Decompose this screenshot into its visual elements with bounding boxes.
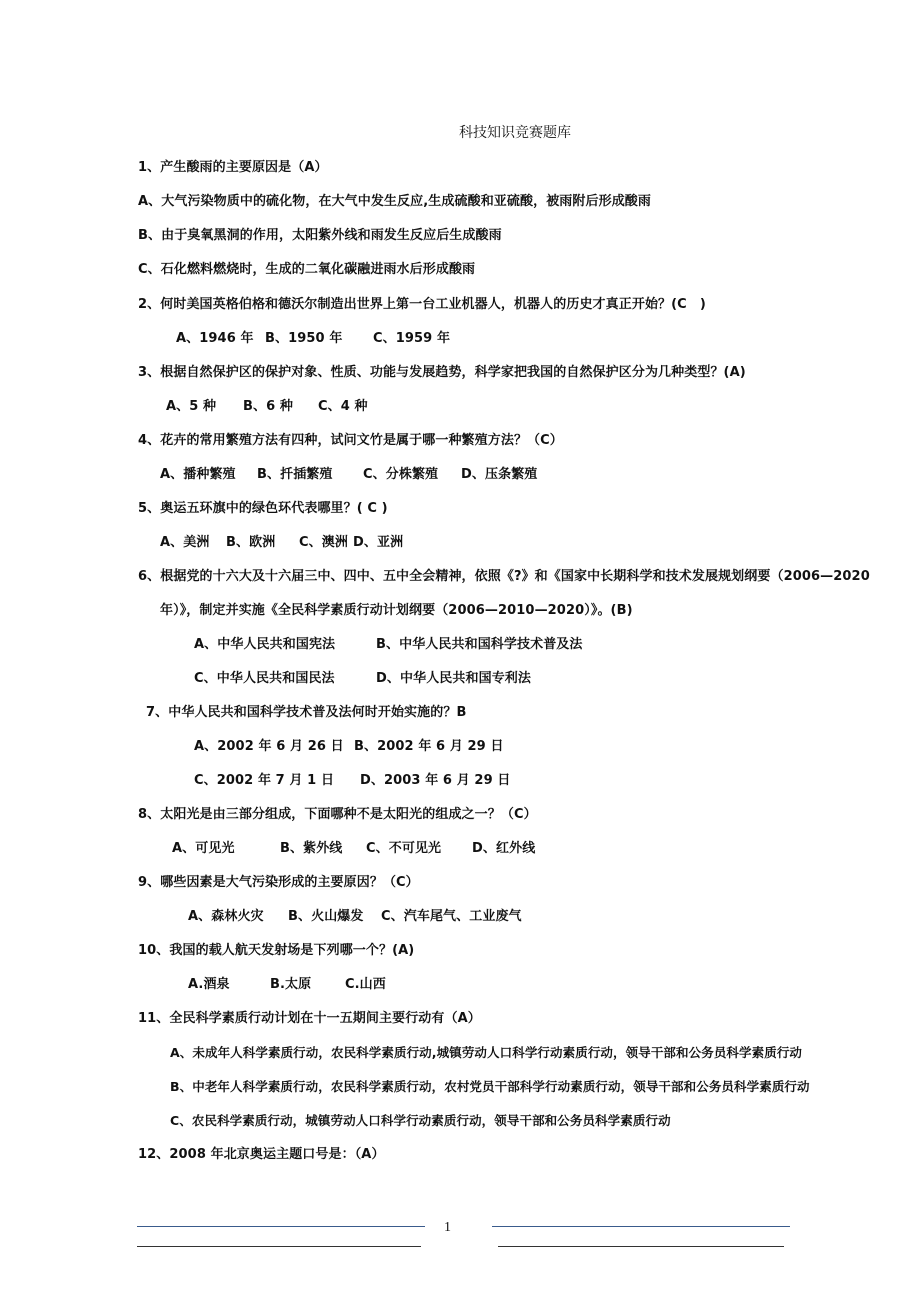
question-1-option-b: B、由于臭氧黑洞的作用，太阳紫外线和雨发生反应后生成酸雨 — [138, 228, 502, 243]
question-2: 2、何时美国英格伯格和德沃尔制造出世界上第一台工业机器人，机器人的历史才真正开始？(C ) — [138, 297, 706, 312]
question-7-option-d: D、2003 年 6 月 29 日 — [360, 773, 511, 788]
question-10-option-b: B.太原 — [270, 977, 312, 992]
question-10: 10、我国的载人航天发射场是下列哪一个？(A) — [138, 943, 415, 958]
question-8-option-d: D、红外线 — [472, 841, 536, 856]
question-5-option-b: B、欧洲 — [226, 535, 276, 550]
question-9-option-c: C、汽车尾气、工业废气 — [381, 909, 522, 924]
question-6-option-b: B、中华人民共和国科学技术普及法 — [376, 637, 583, 652]
footer-rule-left-top — [137, 1226, 425, 1227]
question-4: 4、花卉的常用繁殖方法有四种，试问文竹是属于哪一种繁殖方法？（C） — [138, 433, 563, 448]
question-2-option-b: B、1950 年 — [265, 331, 343, 346]
question-4-option-d: D、压条繁殖 — [461, 467, 538, 482]
question-8-option-b: B、紫外线 — [280, 841, 343, 856]
question-11-option-c: C、农民科学素质行动，城镇劳动人口科学行动素质行动，领导干部和公务员科学素质行动 — [170, 1113, 671, 1128]
question-11-option-b: B、中老年人科学素质行动，农民科学素质行动，农村党员干部科学行动素质行动，领导干部和公务员科学素质行动 — [170, 1079, 810, 1094]
question-7: 7、中华人民共和国科学技术普及法何时开始实施的？B — [146, 705, 467, 720]
question-1-option-a: A、大气污染物质中的硫化物，在大气中发生反应,生成硫酸和亚硫酸，被雨附后形成酸雨 — [138, 194, 651, 209]
question-9-option-a: A、森林火灾 — [188, 909, 264, 924]
footer-rule-right-top — [492, 1226, 790, 1227]
question-5-option-d: D、亚洲 — [353, 535, 404, 550]
question-10-option-a: A.酒泉 — [188, 977, 230, 992]
question-6-option-a: A、中华人民共和国宪法 — [194, 637, 336, 652]
question-4-option-b: B、扦插繁殖 — [257, 467, 333, 482]
footer-rule-right-bottom — [498, 1246, 784, 1247]
question-1-option-c: C、石化燃料燃烧时，生成的二氧化碳融进雨水后形成酸雨 — [138, 262, 476, 277]
question-8-option-c: C、不可见光 — [366, 841, 442, 856]
question-8-option-a: A、可见光 — [172, 841, 235, 856]
question-3: 3、根据自然保护区的保护对象、性质、功能与发展趋势，科学家把我国的自然保护区分为几种类型？(A) — [138, 365, 746, 380]
question-7-option-c: C、2002 年 7 月 1 日 — [194, 773, 335, 788]
page-number: 1 — [444, 1220, 451, 1235]
question-11-option-a: A、未成年人科学素质行动，农民科学素质行动,城镇劳动人口科学行动素质行动，领导干部和公务员科学素质行动 — [170, 1045, 803, 1060]
question-4-option-a: A、播种繁殖 — [160, 467, 236, 482]
question-3-option-a: A、5 种 — [166, 399, 217, 414]
question-6-line-1: 6、根据党的十六大及十六届三中、四中、五中全会精神，依照《?》和《国家中长期科学和技术发展规划纲要（2006—2020 — [138, 569, 870, 584]
question-6-line-2: 年）》，制定并实施《全民科学素质行动计划纲要（2006—2010—2020）》。(B) — [160, 603, 633, 618]
question-6-option-c: C、中华人民共和国民法 — [194, 671, 335, 686]
question-2-option-c: C、1959 年 — [373, 331, 451, 346]
question-5-option-c: C、澳洲 — [299, 535, 348, 550]
question-11: 11、全民科学素质行动计划在十一五期间主要行动有（A） — [138, 1011, 481, 1026]
question-1: 1、产生酸雨的主要原因是（A） — [138, 160, 328, 175]
question-3-option-b: B、6 种 — [243, 399, 293, 414]
question-12: 12、2008 年北京奥运主题口号是：（A） — [138, 1147, 385, 1162]
question-9: 9、哪些因素是大气污染形成的主要原因？（C） — [138, 875, 419, 890]
question-8: 8、太阳光是由三部分组成，下面哪种不是太阳光的组成之一？（C） — [138, 807, 537, 822]
question-6-option-d: D、中华人民共和国专利法 — [376, 671, 531, 686]
question-7-option-b: B、2002 年 6 月 29 日 — [354, 739, 504, 754]
question-5-option-a: A、美洲 — [160, 535, 210, 550]
question-9-option-b: B、火山爆发 — [288, 909, 364, 924]
question-7-option-a: A、2002 年 6 月 26 日 — [194, 739, 344, 754]
question-4-option-c: C、分株繁殖 — [363, 467, 439, 482]
question-5: 5、奥运五环旗中的绿色环代表哪里？( C ) — [138, 501, 388, 516]
document-title: 科技知识竞赛题库 — [459, 125, 571, 141]
question-2-option-a: A、1946 年 — [176, 331, 254, 346]
question-3-option-c: C、4 种 — [318, 399, 368, 414]
footer-rule-left-bottom — [137, 1246, 421, 1247]
question-10-option-c: C.山西 — [345, 977, 386, 992]
